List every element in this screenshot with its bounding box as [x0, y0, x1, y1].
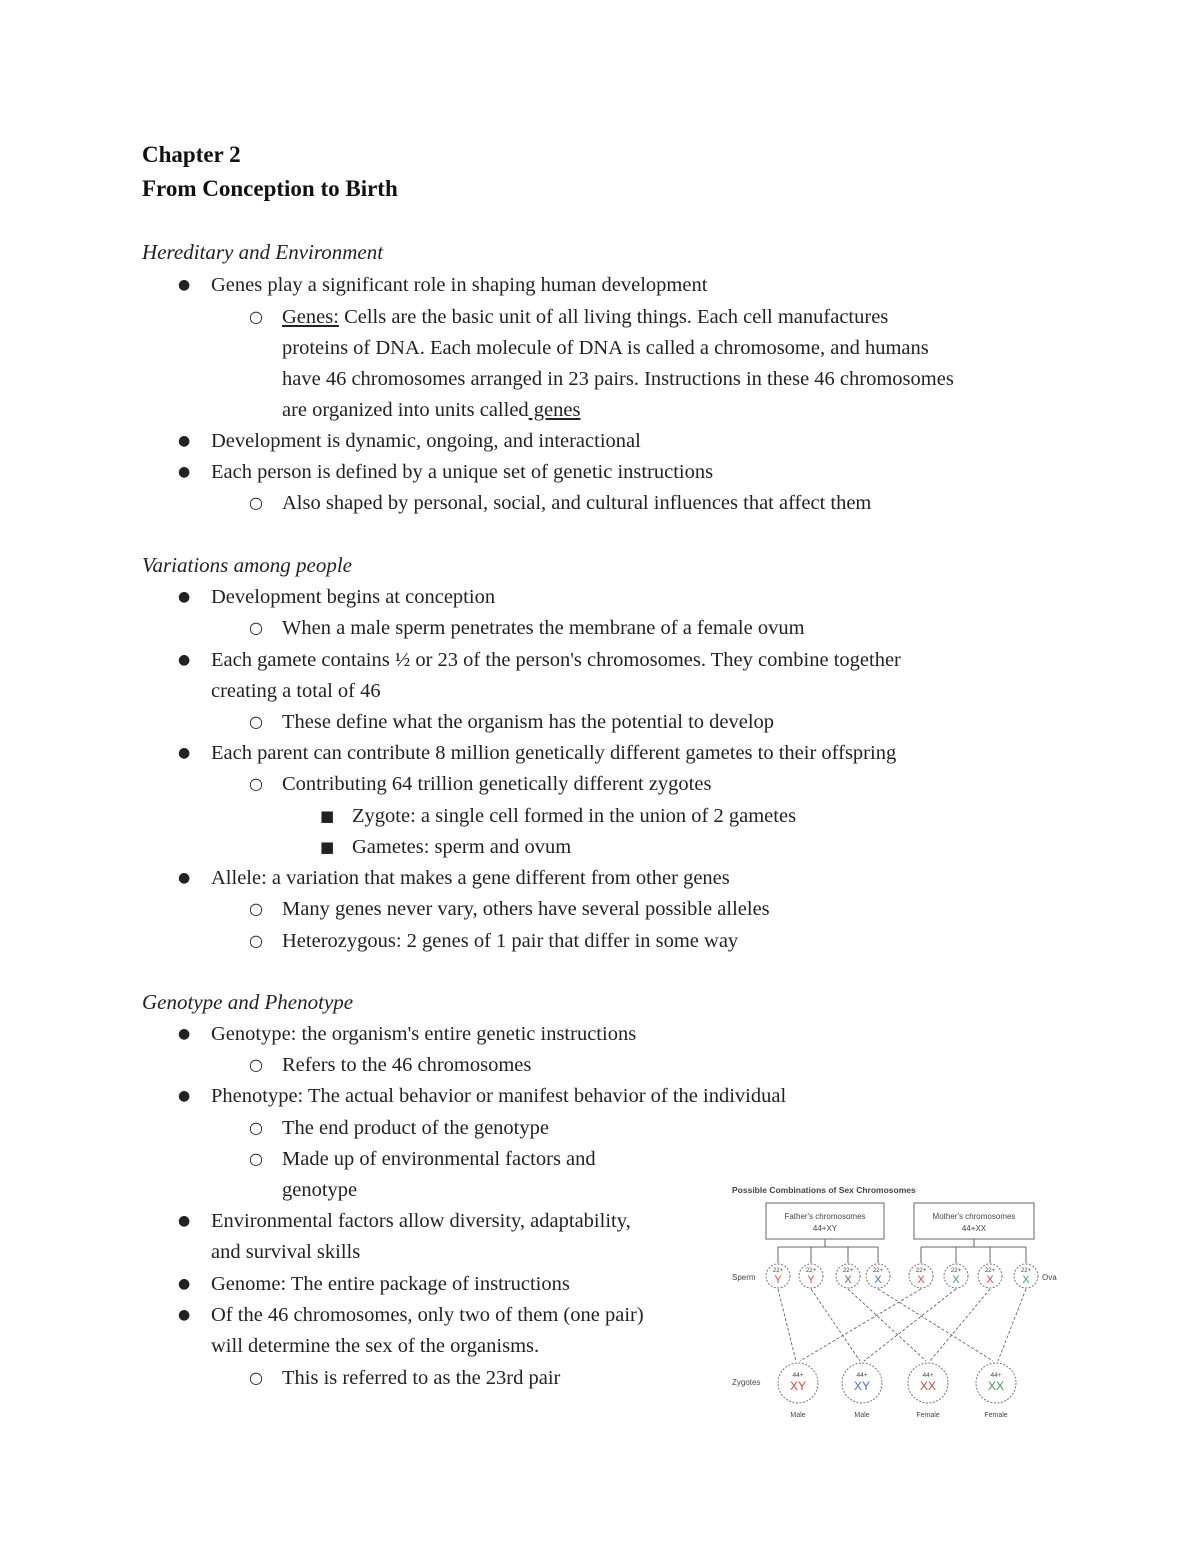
sub-bullet-text: Made up of environmental factors and: [282, 1148, 596, 1170]
bullet-text: Each parent can contribute 8 million genetically different gametes to their offspring: [211, 742, 897, 764]
mother-value: 44+XX: [961, 1224, 987, 1233]
sub-bullet-text: This is referred to as the 23rd pair: [282, 1367, 561, 1389]
gamete-count: 22+: [805, 1268, 817, 1274]
zygote-row: [778, 1363, 1016, 1419]
zygote-count: 44+: [990, 1372, 1002, 1379]
genes-definition-line: proteins of DNA. Each molecule of DNA is called a chromosome, and humans: [282, 337, 929, 359]
bullet-marker: ●: [178, 433, 191, 449]
bullet-text: Of the 46 chromosomes, only two of them (one pair): [211, 1304, 644, 1326]
zygote-sex-label: Male: [854, 1412, 870, 1419]
circle-marker: ○: [249, 493, 263, 512]
bullet-text-continued: creating a total of 46: [211, 680, 381, 702]
zygote-sex-label: Female: [916, 1412, 940, 1419]
gamete-row: [766, 1264, 1038, 1288]
chapter-number: Chapter 2: [142, 142, 241, 167]
circle-marker: ○: [249, 307, 263, 326]
bullet-text: Each gamete contains ½ or 23 of the person's chromosomes. They combine together: [211, 649, 901, 671]
chapter-title: From Conception to Birth: [142, 176, 398, 201]
father-box: [766, 1203, 884, 1239]
zygote-cell: [842, 1363, 882, 1419]
gamete-count: 22+: [1020, 1268, 1032, 1274]
gamete-chromosome: Y: [774, 1274, 782, 1286]
fertilization-lines: [778, 1289, 1026, 1361]
sperm-label: Sperm: [732, 1273, 756, 1282]
sub-bullet-text: When a male sperm penetrates the membrane of a female ovum: [282, 617, 805, 639]
zygote-chromosomes: XY: [853, 1379, 871, 1393]
gamete-count: 22+: [915, 1268, 927, 1274]
gamete-chromosome: X: [874, 1274, 882, 1286]
zygote-count: 44+: [792, 1372, 804, 1379]
genes-definition-line: have 46 chromosomes arranged in 23 pairs. Instructions in these 46 chromosomes: [282, 368, 954, 390]
square-marker: ■: [320, 838, 335, 856]
mother-box: [914, 1203, 1034, 1239]
father-value: 44+XY: [812, 1224, 838, 1233]
genes-definition-text: are organized into units called: [282, 399, 529, 421]
circle-marker: ○: [249, 712, 263, 731]
genes-definition-line: [282, 305, 888, 329]
gamete-cell: [766, 1264, 790, 1288]
gamete-cell: [866, 1264, 890, 1288]
gamete-count: 22+: [950, 1268, 962, 1274]
square-marker: ■: [320, 807, 335, 825]
zygote-cell: [908, 1363, 948, 1419]
sub-bullet-text: Also shaped by personal, social, and cultural influences that affect them: [282, 492, 872, 514]
bullet-marker: ●: [178, 745, 191, 761]
gamete-chromosome: X: [986, 1274, 994, 1286]
circle-marker: ○: [249, 1055, 263, 1074]
sub-bullet-text: The end product of the genotype: [282, 1117, 549, 1139]
bullet-marker: ●: [178, 1213, 191, 1229]
gamete-cell: [944, 1264, 968, 1288]
bullet-marker: ●: [178, 1026, 191, 1042]
gamete-chromosome: X: [844, 1274, 852, 1286]
bullet-text: Allele: a variation that makes a gene different from other genes: [211, 867, 730, 889]
sex-chromosome-diagram: [728, 1183, 1073, 1423]
gamete-cell: [978, 1264, 1002, 1288]
bullet-marker: ●: [178, 870, 191, 886]
genes-definition-text: Cells are the basic unit of all living things. Each cell manufactures: [344, 306, 889, 328]
figure-title: Possible Combinations of Sex Chromosomes: [732, 1185, 916, 1195]
circle-marker: ○: [249, 899, 263, 918]
bullet-text: Environmental factors allow diversity, adaptability,: [211, 1210, 631, 1232]
sub-bullet-text: These define what the organism has the potential to develop: [282, 711, 775, 733]
gamete-chromosome: X: [952, 1274, 960, 1286]
zygote-chromosomes: XY: [789, 1379, 807, 1393]
zygote-chromosomes: XX: [987, 1379, 1005, 1393]
sub-bullet-text: Contributing 64 trillion genetically different zygotes: [282, 773, 712, 795]
bullet-text: Genome: The entire package of instructions: [211, 1273, 570, 1295]
bullet-marker: ●: [178, 1307, 191, 1323]
gamete-chromosome: X: [1022, 1274, 1030, 1286]
bullet-marker: ●: [178, 464, 191, 480]
gamete-cell: [836, 1264, 860, 1288]
circle-marker: ○: [249, 774, 263, 793]
bullet-marker: ●: [178, 1276, 191, 1292]
section-heading-variations: Variations among people: [142, 553, 352, 577]
bullet-text: Phenotype: The actual behavior or manifest behavior of the individual: [211, 1085, 787, 1107]
bullet-marker: ●: [178, 277, 191, 293]
father-label: Father's chromosomes: [784, 1212, 866, 1221]
gamete-cell: [799, 1264, 823, 1288]
bullet-text-continued: will determine the sex of the organisms.: [211, 1335, 540, 1357]
gamete-count: 22+: [872, 1268, 884, 1274]
section-heading-genotype: Genotype and Phenotype: [142, 990, 354, 1014]
bullet-text: Development begins at conception: [211, 586, 496, 608]
circle-marker: ○: [249, 931, 263, 950]
sub-bullet-text: Refers to the 46 chromosomes: [282, 1054, 532, 1076]
mother-label: Mother's chromosomes: [932, 1212, 1016, 1221]
gamete-count: 22+: [984, 1268, 996, 1274]
sub-bullet-text-continued: genotype: [282, 1179, 358, 1201]
gamete-cell: [1014, 1264, 1038, 1288]
section-heading-hereditary: Hereditary and Environment: [142, 240, 384, 264]
bullet-marker: ●: [178, 1088, 191, 1104]
circle-marker: ○: [249, 1368, 263, 1387]
circle-marker: ○: [249, 618, 263, 637]
sub-sub-bullet-text: Zygote: a single cell formed in the union of 2 gametes: [352, 805, 797, 827]
bullet-text: Genes play a significant role in shaping human development: [211, 274, 708, 296]
gamete-count: 22+: [842, 1268, 854, 1274]
bullet-marker: ●: [178, 652, 191, 668]
zygotes-label: Zygotes: [732, 1378, 761, 1387]
circle-marker: ○: [249, 1118, 263, 1137]
zygote-sex-label: Male: [790, 1412, 806, 1419]
gamete-chromosome: X: [917, 1274, 925, 1286]
genes-definition-line: [282, 398, 580, 422]
gamete-chromosome: Y: [807, 1274, 815, 1286]
zygote-count: 44+: [856, 1372, 868, 1379]
sub-sub-bullet-text: Gametes: sperm and ovum: [352, 836, 572, 858]
genes-term-underlined: genes: [528, 399, 581, 421]
ova-label: Ova: [1042, 1273, 1057, 1282]
branch-lines: [778, 1239, 1026, 1263]
bullet-text-continued: and survival skills: [211, 1241, 361, 1263]
bullet-text: Genotype: the organism's entire genetic instructions: [211, 1023, 637, 1045]
bullet-marker: ●: [178, 589, 191, 605]
sub-bullet-text: Heterozygous: 2 genes of 1 pair that differ in some way: [282, 930, 739, 952]
sub-bullet-text: Many genes never vary, others have several possible alleles: [282, 898, 770, 920]
genes-term: Genes:: [282, 306, 339, 328]
zygote-chromosomes: XX: [919, 1379, 937, 1393]
zygote-cell: [778, 1363, 818, 1419]
gamete-cell: [909, 1264, 933, 1288]
zygote-count: 44+: [922, 1372, 934, 1379]
bullet-text: Each person is defined by a unique set of genetic instructions: [211, 461, 714, 483]
gamete-count: 22+: [772, 1268, 784, 1274]
zygote-cell: [976, 1363, 1016, 1419]
bullet-text: Development is dynamic, ongoing, and interactional: [211, 430, 641, 452]
circle-marker: ○: [249, 1149, 263, 1168]
zygote-sex-label: Female: [984, 1412, 1008, 1419]
